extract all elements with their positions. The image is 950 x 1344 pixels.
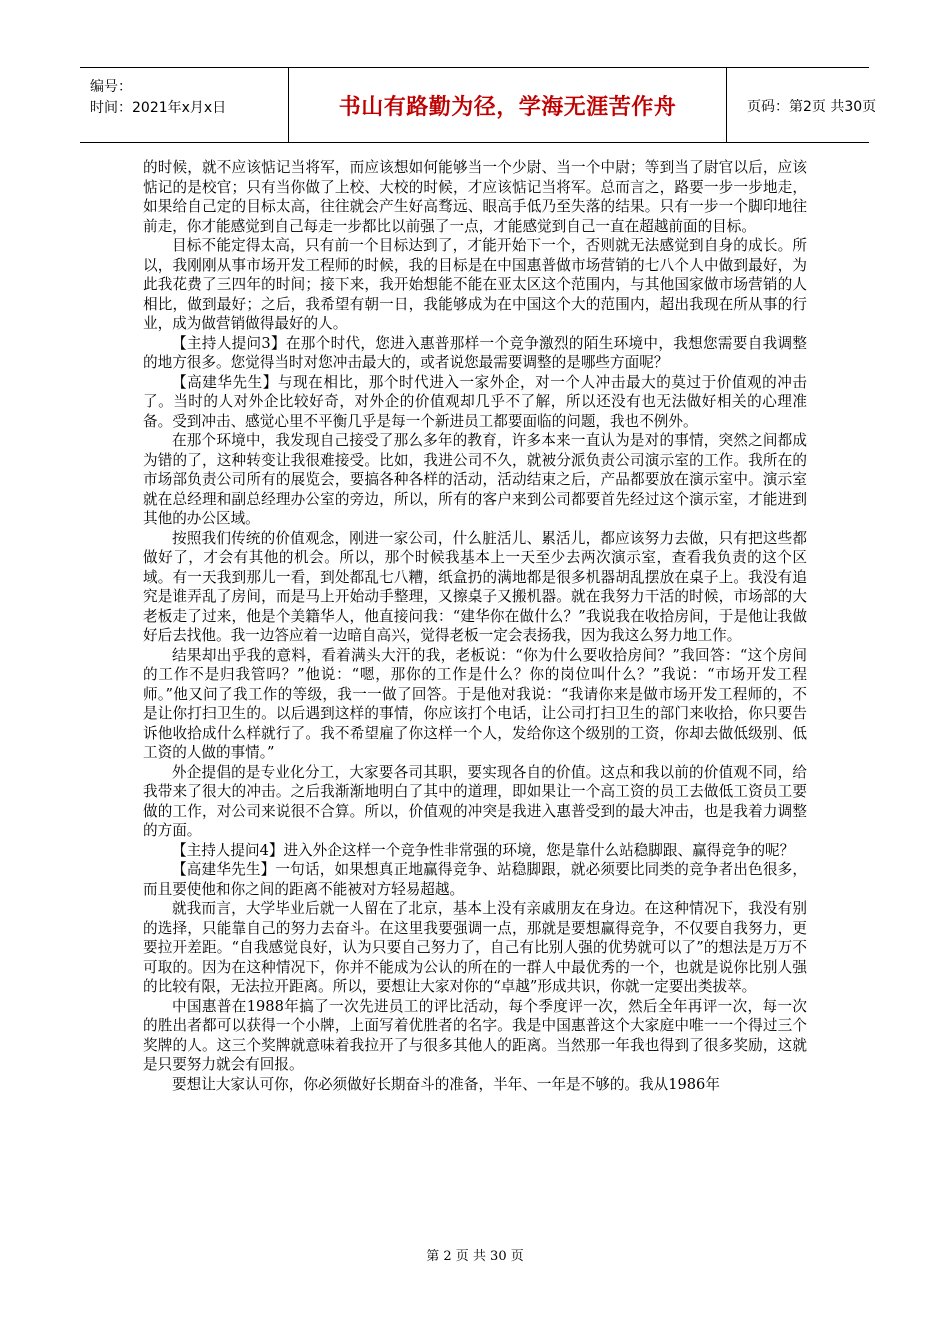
page-footer: 第 2 页 共 30 页 — [426, 1249, 524, 1264]
page-header — [80, 67, 877, 143]
paragraph: 要想让大家认可你，你必须做好长期奋斗的准备，半年、一年是不够的。我从1986年 — [172, 1075, 720, 1093]
document-time-label: 时间：2021年x月x日 — [90, 100, 227, 116]
header-motto: 书山有路勤为径，学海无涯苦作舟 — [338, 95, 677, 120]
paragraph: 【高建华先生】一句话，如果想真正地赢得竞争、站稳脚跟，就必须要比同类的竞争者出色很多，而且要使他和你之间的距离不能被对方轻易超越。 — [143, 861, 807, 898]
paragraph: 的时候，就不应该惦记当将军，而应该想如何能够当一个少尉、当一个中尉；等到当了尉官以后，应该惦记的是校官；只有当你做了上校、大校的时候，才应该惦记当将军。总而言之，路要一步一步地走，如果给自己定的目标太高，往往就会产生好高骛远、眼高手低乃至失落的结果。只有一步一个脚印地往前走，你才能感觉到自己每走一步都比以前强了一点，才能感觉到自己一直在超越前面的目标。 — [143, 159, 807, 235]
paragraph: 【主持人提问3】在那个时代，您进入惠普那样一个竞争激烈的陌生环境中，我想您需要自我调整的地方很多。您觉得当时对您冲击最大的，或者说您最需要调整的是哪些方面呢？ — [143, 334, 807, 371]
paragraph: 外企提倡的是专业化分工，大家要各司其职，要实现各自的价值。这点和我以前的价值观不同，给我带来了很大的冲击。之后我渐渐地明白了其中的道理，即如果让一个高工资的员工去做低工资员工要做的工作，对公司来说很不合算。所以，价值观的冲突是我进入惠普受到的最大冲击，也是我着力调整的方面。 — [143, 763, 807, 839]
header-left-cell — [80, 68, 289, 142]
paragraph: 在那个环境中，我发现自己接受了那么多年的教育，许多本来一直认为是对的事情，突然之间都成为错的了，这种转变让我很难接受。比如，我进公司不久，就被分派负责公司演示室的工作。我所在的市场部负责公司所有的展览会，要搞各种各样的活动，活动结束之后，产品都要放在演示室中。演示室就在总经理和副总经理办公室的旁边，所以，所有的客户来到公司都要首先经过这个演示室，才能进到其他的办公区域。 — [143, 432, 807, 527]
paragraph: 按照我们传统的价值观念，刚进一家公司，什么脏活儿、累活儿，都应该努力去做，只有把这些都做好了，才会有其他的机会。所以，那个时候我基本上一天至少去两次演示室，查看我负责的这个区域。有一天我到那儿一看，到处都乱七八糟，纸盒扔的满地都是很多机器胡乱摆放在桌子上。我没有追究是谁弄乱了房间，而是马上开始动手整理，又擦桌子又搬机器。就在我努力干活的时候，市场部的大老板走了过来，他是个美籍华人，他直接问我：“建华你在做什么？”我说我在收拾房间，于是他让我做好后去找他。我一边答应着一边暗自高兴，觉得老板一定会表扬我，因为我这么努力地工作。 — [143, 529, 807, 644]
paragraph: 就我而言，大学毕业后就一人留在了北京，基本上没有亲戚朋友在身边。在这种情况下，我没有别的选择，只能靠自己的努力去奋斗。在这里我要强调一点，那就是要想赢得竞争，不仅要自我努力，更要拉开差距。“自我感觉良好，认为只要自己努力了，自己有比别人强的优势就可以了”的想法是万万不可取的。因为在这种情况下，你并不能成为公认的所在的一群人中最优秀的一个，也就是说你比别人强的比较有限，无法拉开距离。所以，要想让大家对你的“卓越”形成共识，你就一定要出类拔萃。 — [143, 900, 807, 995]
paragraph: 【高建华先生】与现在相比，那个时代进入一家外企，对一个人冲击最大的莫过于价值观的冲击了。当时的人对外企比较好奇，对外企的价值观却几乎不了解，所以还没有也无法做好相关的心理准备。受到冲击、感觉心里不平衡几乎是每一个新进员工都要面临的问题，我也不例外。 — [143, 373, 807, 430]
document-code-label: 编号： — [90, 79, 132, 95]
paragraph: 中国惠普在1988年搞了一次先进员工的评比活动，每个季度评一次，然后全年再评一次，每一次的胜出者都可以获得一个小牌，上面写着优胜者的名字。我是中国惠普这个大家庭中唯一一个得过三个奖牌的人。这三个奖牌就意味着我拉开了与很多其他人的距离。当然那一年我也得到了很多奖励，这就是只要努力就会有回报。 — [143, 997, 807, 1073]
paragraph: 【主持人提问4】进入外企这样一个竞争性非常强的环境，您是靠什么站稳脚跟、赢得竞争的呢？ — [172, 841, 795, 859]
header-page-cell — [727, 68, 877, 142]
paragraph: 结果却出乎我的意料，看着满头大汗的我，老板说：“你为什么要收拾房间？”我回答：“这个房间的工作不是归我管吗？”他说：“嗯，那你的工作是什么？你的岗位叫什么？”我说：“市场开发工程师。”他又问了我工作的等级，我一一做了回答。于是他对我说：“我请你来是做市场开发工程师的，不是让你打扫卫生的。以后遇到这样的事情，你应该打个电话，让公司打扫卫生的部门来收拾，你只要告诉他收拾成什么样就行了。我不希望雇了你这样一个人，发给你这个级别的工资，你却去做低级别、低工资的人做的事情。” — [143, 646, 807, 761]
document-body — [143, 158, 807, 1094]
header-page-info: 页码：第2页 共30页 — [747, 99, 877, 115]
header-motto-cell — [289, 68, 727, 142]
paragraph: 目标不能定得太高，只有前一个目标达到了，才能开始下一个，否则就无法感觉到自身的成长。所以，我刚刚从事市场开发工程师的时候，我的目标是在中国惠普做市场营销的七八个人中做到最好，为此我花费了三四年的时间；接下来，我开始想能不能在亚太区这个范围内，与其他国家做市场营销的人相比，做到最好；之后，我希望有朝一日，我能够成为在中国这个大的范围内，超出我现在所从事的行业，成为做营销做得最好的人。 — [143, 237, 807, 332]
